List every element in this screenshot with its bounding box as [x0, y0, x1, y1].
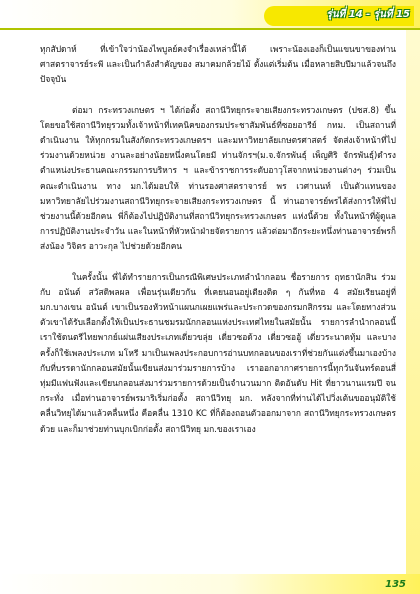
paragraph-1: ทุกสัปดาห์ ที่เข้าใจว่าน้องไพบูลย์คงจำเรื่องเหล่านี้ได้ เพราะน้องเองก็เป็นแขนขาของท่านศาสตราจารย์ระพี และเป็นกำลังสำคัญของ สมาคมกล้วยไม้ ตั้งแต่เริ่มต้น เมื่อหลายสิบปีมาแล้วจนถึงปัจจุบัน [40, 44, 396, 85]
footer-bar [0, 574, 420, 594]
paragraph-2: ต่อมา กระทรวงเกษตร ฯ ได้ก่อตั้ง สถานีวิทยุกระจายเสียงกระทรวงเกษตร (ปชส.8) ขึ้น โดยขอใช้สถานีวิทยุรวมทั้งเจ้าหน้าที่เทคนิคของกรมประชาสัมพันธ์ที่ซอยอารีย์ กทม. เป็นสถานที่ดำเนินงาน ให้ทุกกรมในสังกัดกระทรวงเกษตรฯ และมหาวิทยาลัยเกษตรศาสตร์ จัดส่งเจ้าหน้าที่ไปร่วมงานด้วยหน่วย งานละอย่างน้อยหนึ่งคนโดยมี ท่านจักรฯ(ม.จ.จักรพันธุ์ เพ็ญศิริ จักรพันธุ์)ดำรงตำแหน่งประธานคณะกรรมการบริหาร ฯ และข้าราชการระดับอาวุโสจากหน่วยงานต่างๆ ร่วมเป็นคณะดำเนินงาน ทาง มก.ได้มอบให้ ท่านรองศาสตราจารย์ พร เวศานนท์ เป็นตัวแทนของมหาวิทยาลัยไปร่วมงานสถานีวิทยุกระจายเสียงกระทรวงเกษตร นี้ ท่านอาจารย์พรได้ส่งการให้พี่ไปช่วยงานนี้ด้วยอีกคน พี่ก็ต้องไปปฏิบัติงานที่สถานีวิทยุกระทรวงเกษตร แห่งนี้ด้วย ทั้งในหน้าที่ผู้ดูแลการปฏิบัติงานประจำวัน และในหน้าที่หัวหน้าฝ่ายจัดรายการ แล้วต่อมาอีกระยะหนึ่งท่านอาจารย์พรก็ส่งน้อง วิจิตร อาวะกุล ไปช่วยด้วยอีกคน [40, 104, 396, 252]
right-decorative-band [406, 30, 420, 578]
page-number: 135 [385, 579, 406, 590]
body-text [40, 42, 396, 452]
header-divider [0, 28, 420, 30]
header-title: รุ่นที่ 14 - รุ่นที่ 15 [326, 9, 410, 20]
paragraph-3: ในครั้งนั้น พี่ได้ทำรายการเป็นกรณีพิเศษประเภทลำนำกลอน ชื่อรายการ ฤทธานักสิน ร่วมกับ อนันต์ สวัสดิพลผล เพื่อนรุ่นเดียวกัน ที่เคยนอนอยู่เตียงติด ๆ กันที่หอ 4 สมัยเรียนอยู่ที่ มก.บางเขน อนันต์ เขาเป็นรองหัวหน้าแผนกเผยแพร่และประกวดของกรมกสิกรรม และโดยทางส่วนตัวเขาได้รับเลือกตั้งให้เป็นประธานชมรมนักกลอนแห่งประเทศไทยในสมัยนั้น รายการลำนำกลอนนี้ เราใช้ดนตรีไทยพากย์แผ่นเสียงประเภทเดี่ยวขลุ่ย เดี่ยวซอด้วง เดี่ยวซออู้ เดี่ยวระนาดทุ้ม และบางครั้งก็ใช้เพลงประเภท มโหรี มาเป็นเพลงประกอบการอ่านบทกลอนของเราที่ช่วยกันแต่งขึ้นมาเองบ้าง กับที่บรรดานักกลอนสมัยนั้นเขียนส่งมาร่วมรายการบ้าง เราออกอากาศรายการนี้ทุกวันจันทร์ตอนสี่ทุ่มมีแฟนฟังและเขียนกลอนส่งมาร่วมรายการด้วยเป็นจำนวนมาก ติดอันดับ Hit ที่ยาวนานแรมปี จนกระทั่ง เมื่อท่านอาจารย์พรมาริเริ่มก่อตั้ง สถานีวิทยุ มก. หลังจากที่ท่านได้ไปวิ่งเต้นขออนุมัติใช้คลื่นวิทยุได้มาแล้วคลื่นหนึ่ง คือคลื่น 1310 KC ที่ก็ต้องถอนตัวออกมาจาก สถานีวิทยุกระทรวงเกษตร ด้วย และก็มาช่วยท่านบุกเบิกก่อตั้ง สถานีวิทยุ มก.ของเราเอง [40, 271, 396, 434]
